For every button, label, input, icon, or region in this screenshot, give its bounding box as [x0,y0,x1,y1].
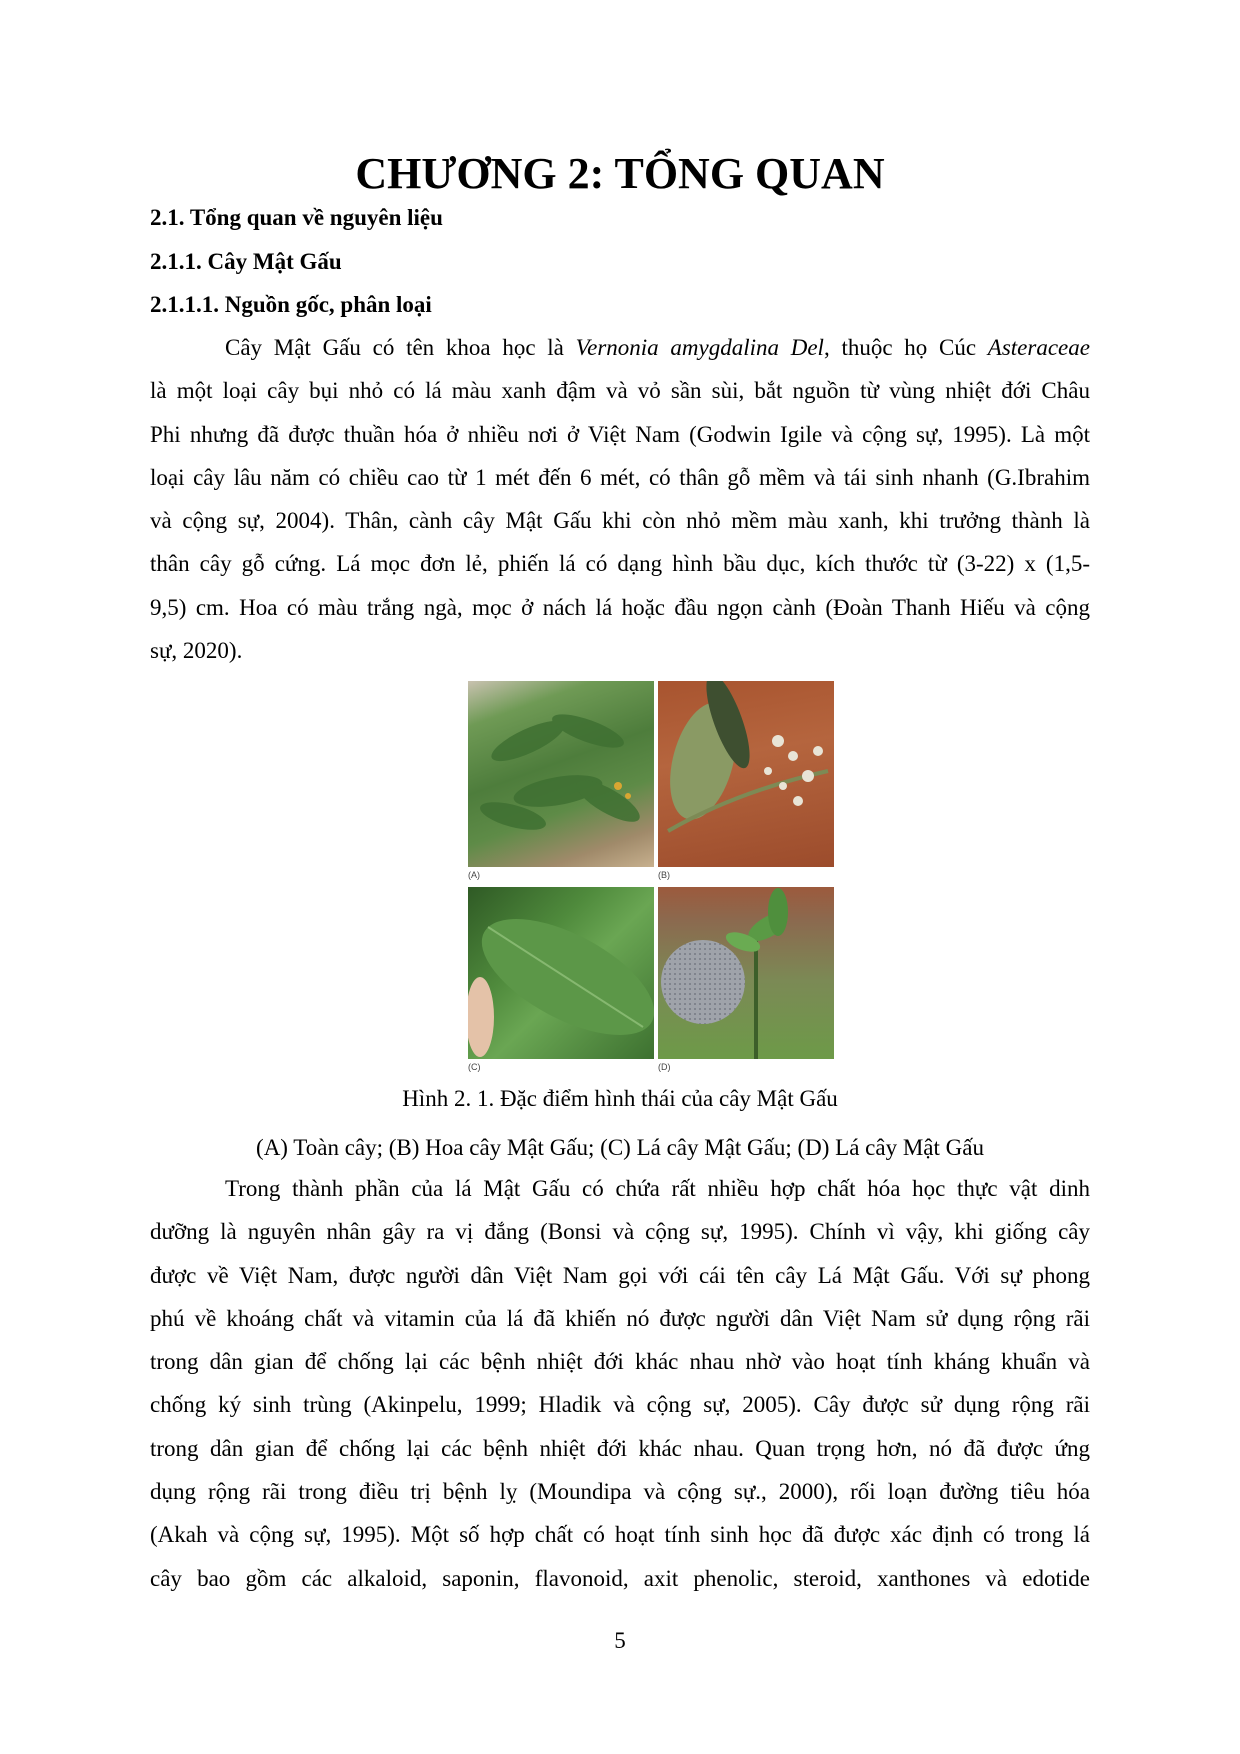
panel-label-a: (A) [468,870,480,880]
paragraph-line: trong dân gian để chống lại các bệnh nhiệt đới khác nhau. Quan trọng hơn, nó đã được ứng [150,1435,1090,1461]
chapter-title: CHƯƠNG 2: TỔNG QUAN [355,149,885,198]
paragraph-line: Trong thành phần của lá Mật Gấu có chứa rất nhiều hợp chất hóa học thực vật dinh [225,1176,1090,1201]
figure-subcaption: (A) Toàn cây; (B) Hoa cây Mật Gấu; (C) Lá cây Mật Gấu; (D) Lá cây Mật Gấu [256,1135,984,1160]
scientific-name: Vernonia amygdalina Del [575,335,824,360]
paragraph-line: loại cây lâu năm có chiều cao từ 1 mét đến 6 mét, có thân gỗ mềm và tái sinh nhanh (G.Ibrahim [150,464,1090,490]
family-name: Asteraceae [987,335,1090,360]
paragraph-line: (Akah và cộng sự, 1995). Một số hợp chất có hoạt tính sinh học đã được xác định có trong lá [150,1522,1090,1548]
seedling-icon [658,887,834,1059]
panel-label-c: (C) [468,1062,481,1072]
seedling-photo [658,887,834,1059]
flower-photo [658,681,834,867]
paragraph-composition [150,1167,1090,1600]
paragraph-line: chống ký sinh trùng (Akinpelu, 1999; Hladik và cộng sự, 2005). Cây được sử dụng rộng rãi [150,1392,1090,1418]
section-heading-2-1-1: 2.1.1. Cây Mật Gấu [150,249,342,274]
section-heading-2-1-1-1: 2.1.1.1. Nguồn gốc, phân loại [150,292,432,317]
paragraph-line: phú về khoáng chất và vitamin của lá đã khiến nó được người dân Việt Nam sử dụng rộng rãi [150,1305,1090,1331]
paragraph-line: là một loại cây bụi nhỏ có lá màu xanh đậm và vỏ sần sùi, bắt nguồn từ vùng nhiệt đới Châu [150,378,1090,404]
flower-branch-icon [658,681,834,867]
paragraph-line: cây bao gồm các alkaloid, saponin, flavonoid, axit phenolic, steroid, xanthones và edotide [150,1565,1090,1591]
paragraph-origin [150,326,1090,672]
paragraph-line: 9,5) cm. Hoa có màu trắng ngà, mọc ở nách lá hoặc đầu ngọn cành (Đoàn Thanh Hiếu và cộng [150,594,1090,620]
leaf-cluster-icon [468,681,654,867]
text-run: , thuộc họ Cúc [823,335,988,360]
leaf-photo [468,887,654,1059]
whole-plant-photo [468,681,654,867]
page-number: 5 [614,1628,626,1653]
paragraph-line: thân cây gỗ cứng. Lá mọc đơn lẻ, phiến lá có dạng hình bầu dục, kích thước từ (3-22) x (1,5- [150,551,1090,577]
paragraph-line: Phi nhưng đã được thuần hóa ở nhiều nơi ở Việt Nam (Godwin Igile và cộng sự, 1995). Là một [150,421,1090,447]
panel-label-b: (B) [658,870,670,880]
text-run: Cây Mật Gấu có tên khoa học là [225,335,576,360]
paragraph-line: dụng rộng rãi trong điều trị bệnh lỵ (Moundipa và cộng sự., 2000), rối loạn đường tiêu hóa [150,1479,1090,1505]
section-heading-2-1: 2.1. Tổng quan về nguyên liệu [150,205,443,230]
panel-label-d: (D) [658,1062,671,1072]
paragraph-line: được về Việt Nam, được người dân Việt Nam gọi với cái tên cây Lá Mật Gấu. Với sự phong [150,1262,1090,1288]
large-leaf-icon [468,887,654,1059]
figure-plant-morphology [468,681,834,1073]
paragraph-line: trong dân gian để chống lại các bệnh nhiệt đới khác nhau nhờ vào hoạt tính kháng khuẩn và [150,1349,1090,1375]
paragraph-line: dưỡng là nguyên nhân gây ra vị đắng (Bonsi và cộng sự, 1995). Chính vì vậy, khi giống cây [150,1219,1090,1245]
figure-caption: Hình 2. 1. Đặc điểm hình thái của cây Mật Gấu [402,1086,838,1111]
paragraph-line: và cộng sự, 2004). Thân, cành cây Mật Gấu khi còn nhỏ mềm màu xanh, khi trưởng thành là [150,508,1090,534]
paragraph-line: sự, 2020). [150,638,243,664]
paragraph-line [150,326,1090,369]
